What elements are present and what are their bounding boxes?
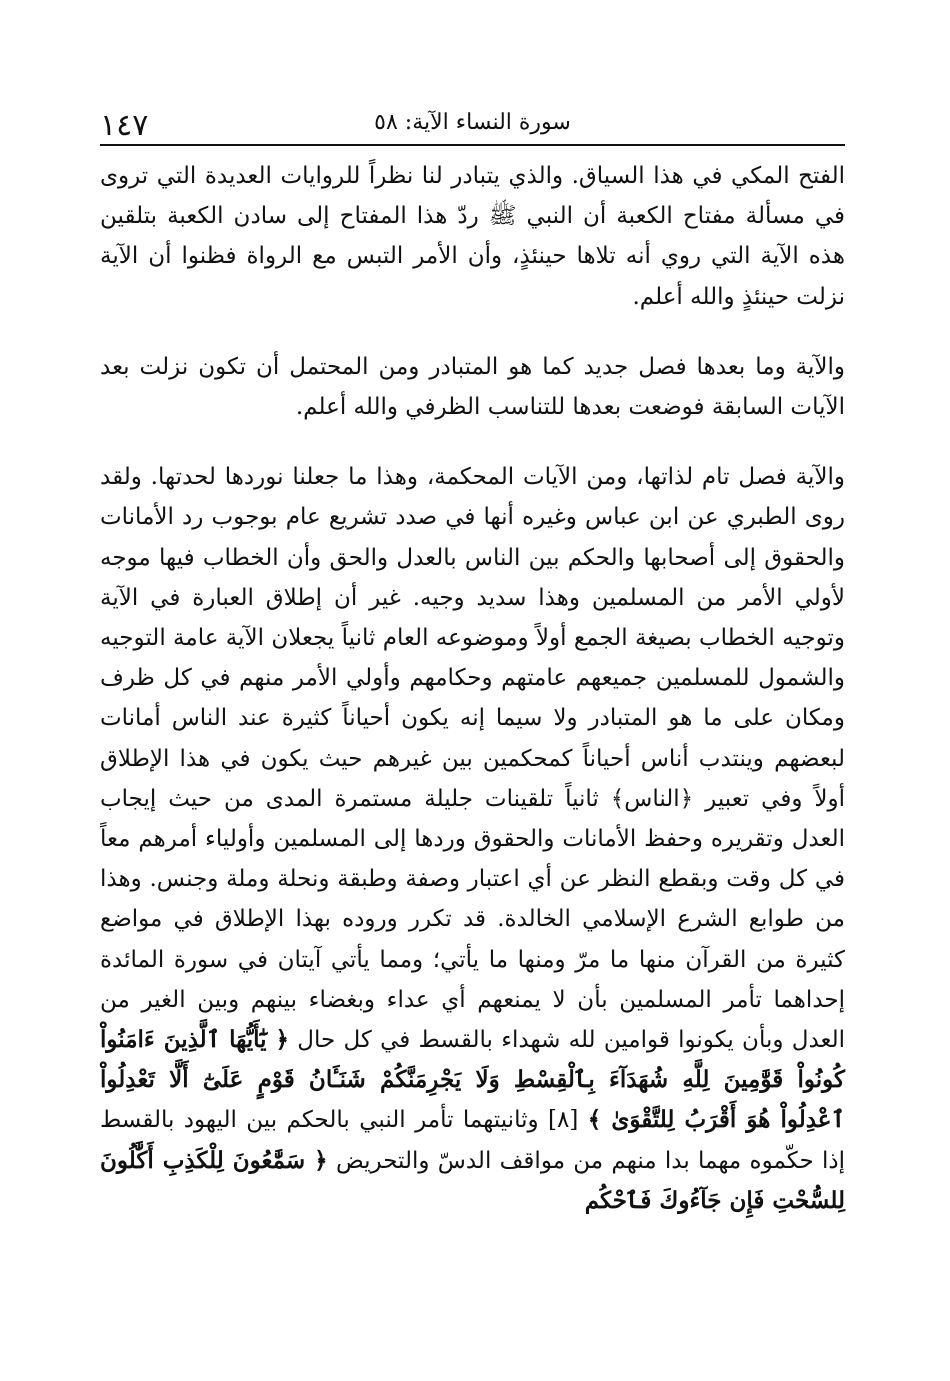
body-text (100, 156, 845, 1221)
page-header (100, 100, 845, 146)
quran-verse-1: ﴿ يَٰٓأَيُّهَا ٱلَّذِينَ ءَامَنُواْ كُونُواْ قَوَّٰمِينَ لِلَّهِ شُهَدَآءَ بِٱلْقِسْطِ وَلَا يَجْرِمَنَّكُمْ شَنَـَٔانُ قَوْمٍ عَلَىٰٓ أَلَّا تَعْدِلُواْ ٱعْدِلُواْ هُوَ أَقْرَبُ لِلتَّقْوَىٰ ﴾ (100, 1026, 845, 1134)
paragraph-3 (100, 457, 845, 1221)
paragraph-3-text-2: [٨] وثانيتهما تأمر النبي بالحكم بين اليهود بالقسط إذا حكّموه مهما بدا منهم من مواقف الدسّ والتحريض (100, 1107, 845, 1174)
paragraph-3-text: والآية فصل تام لذاتها، ومن الآيات المحكمة، وهذا ما جعلنا نوردها لحدتها. ولقد روى الطبري عن ابن عباس وغيره أنها في صدد تشريع عام بوجوب رد الأمانات والحقوق إلى أصحابها والحكم بين الناس بالعدل والحق وأن الخطاب فيها موجه لأولي الأمر من المسلمين وهذا سديد وجيه. غير أن إطلاق العبارة في الآية وتوجيه الخطاب بصيغة الجمع أولاً وموضوعه العام ثانياً يجعلان الآية عامة التوجيه والشمول للمسلمين جميعهم عامتهم وحكامهم وأولي الأمر منهم في كل ظرف ومكان على ما هو المتبادر ولا سيما إنه يكون أحياناً كثيرة عند الناس أمانات لبعضهم وينتدب أناس أحياناً كمحكمين بين غيرهم حيث يكون في هذا الإطلاق أولاً وفي تعبير ﴿الناس﴾ ثانياً تلقينات جليلة مستمرة المدى من حيث إيجاب العدل وتقريره وحفظ الأمانات والحقوق وردها إلى المسلمين وأولياء أمرهم معاً في كل وقت وبقطع النظر عن أي اعتبار وصفة وطبقة ونحلة وملة وجنس. وهذا من طوابع الشرع الإسلامي الخالدة. قد تكرر وروده بهذا الإطلاق في مواضع كثيرة من القرآن منها ما مرّ ومنها ما يأتي؛ ومما يأتي آيتان في سورة المائدة إحداهما تأمر المسلمين بأن لا يمنعهم أي عداء وبغضاء بينهم وبين الغير من العدل وبأن يكونوا قوامين لله شهداء بالقسط في كل حال (100, 464, 846, 1054)
quran-verse-2: ﴿ سَمَّٰعُونَ لِلْكَذِبِ أَكَّٰلُونَ لِلسُّحْتِ فَإِن جَآءُوكَ فَٱحْكُم (100, 1146, 845, 1214)
running-title: سورة النساء الآية: ٥٨ (374, 110, 571, 135)
paragraph-2: والآية وما بعدها فصل جديد كما هو المتبادر ومن المحتمل أن تكون نزلت بعد الآيات السابقة فوضعت بعدها للتناسب الظرفي والله أعلم. (100, 353, 845, 421)
page-number: ١٤٧ (100, 108, 149, 143)
paragraph-1: الفتح المكي في هذا السياق. والذي يتبادر لنا نظراً للروايات العديدة التي تروى في مسألة مفتاح الكعبة أن النبي ﷺ ردّ هذا المفتاح إلى سادن الكعبة بتلقين هذه الآية التي روي أنه تلاها حينئذٍ، وأن الأمر التبس مع الرواة فظنوا أن الآية نزلت حينئذٍ والله أعلم. (100, 163, 845, 310)
book-page (100, 100, 845, 1221)
